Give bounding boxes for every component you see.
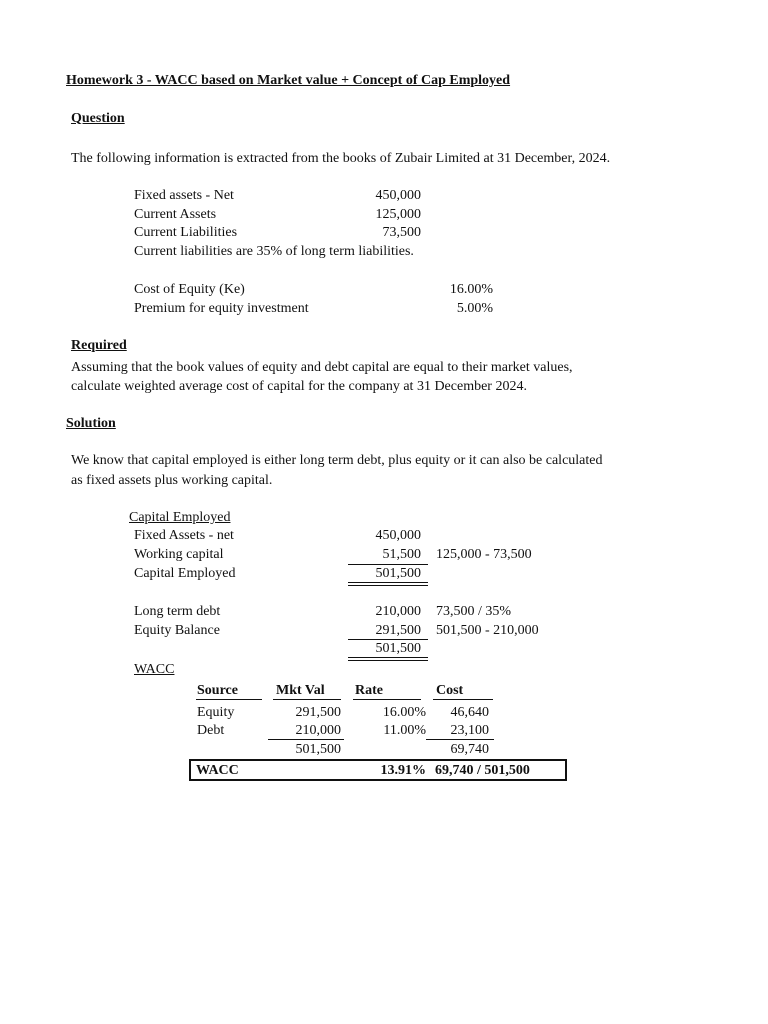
wacc-result-rate: 13.91% [380, 763, 426, 778]
rate-label-ke: Cost of Equity (Ke) [134, 282, 245, 297]
item-label-current-liabilities: Current Liabilities [134, 225, 238, 240]
page-title: Homework 3 - WACC based on Market value + Concept of Cap Employed [66, 73, 511, 88]
double-underline-bottom [348, 585, 428, 586]
double-underline-bottom [348, 660, 428, 661]
wacc-heading: WACC [134, 662, 175, 677]
wacc-result-formula: 69,740 / 501,500 [435, 763, 530, 778]
double-underline-top [348, 582, 428, 583]
wacc-cost-equity: 46,640 [450, 705, 489, 720]
question-heading: Question [71, 111, 125, 126]
item-value-current-assets: 125,000 [375, 207, 421, 222]
required-line-1: Assuming that the book values of equity and debt capital are equal to their market values, [71, 360, 573, 375]
item-value-current-liabilities: 73,500 [382, 225, 421, 240]
fin-label-long-term-debt: Long term debt [134, 604, 221, 619]
solution-line-2: as fixed assets plus working capital. [71, 473, 273, 488]
fin-total: 501,500 [375, 641, 421, 656]
header-underline-cost [433, 699, 493, 700]
wacc-source-equity: Equity [197, 705, 235, 720]
wacc-total-mkt-val: 501,500 [295, 742, 341, 757]
double-underline-top [348, 657, 428, 658]
solution-line-1: We know that capital employed is either long term debt, plus equity or it can also be calculated [71, 453, 603, 468]
rate-label-premium: Premium for equity investment [134, 301, 309, 316]
wacc-total-cost: 69,740 [450, 742, 489, 757]
question-intro: The following information is extracted from the books of Zubair Limited at 31 December, 2024. [71, 151, 611, 166]
header-underline-mkt-val [273, 699, 341, 700]
wacc-mkt-val-debt: 210,000 [295, 723, 341, 738]
rate-value-ke: 16.00% [449, 282, 493, 297]
underline-cost [426, 739, 494, 740]
wacc-cost-debt: 23,100 [450, 723, 489, 738]
col-header-cost: Cost [436, 683, 464, 698]
solution-heading: Solution [66, 416, 116, 431]
fin-label-equity: Equity Balance [134, 623, 220, 638]
fin-value-equity: 291,500 [375, 623, 421, 638]
ce-value-fixed-assets: 450,000 [375, 528, 421, 543]
ce-note-working-capital: 125,000 - 73,500 [436, 547, 532, 562]
wacc-result-label: WACC [196, 763, 239, 778]
col-header-source: Source [197, 683, 238, 698]
required-heading: Required [71, 338, 127, 353]
fin-value-long-term-debt: 210,000 [375, 604, 421, 619]
ce-label-working-capital: Working capital [134, 547, 224, 562]
header-underline-source [196, 699, 262, 700]
wacc-rate-equity: 16.00% [382, 705, 426, 720]
header-underline-rate [353, 699, 421, 700]
wacc-mkt-val-equity: 291,500 [295, 705, 341, 720]
col-header-mkt-val: Mkt Val [276, 683, 325, 698]
fin-note-equity: 501,500 - 210,000 [436, 623, 539, 638]
item-value-fixed-assets: 450,000 [375, 188, 421, 203]
ce-value-working-capital: 51,500 [382, 547, 421, 562]
required-line-2: calculate weighted average cost of capital for the company at 31 December 2024. [71, 379, 527, 394]
item-label-current-assets: Current Assets [134, 207, 217, 222]
fin-note-long-term-debt: 73,500 / 35% [436, 604, 512, 619]
rate-value-premium: 5.00% [456, 301, 493, 316]
ce-value-capital-employed: 501,500 [375, 566, 421, 581]
item-label-fixed-assets: Fixed assets - Net [134, 188, 234, 203]
ce-label-capital-employed: Capital Employed [134, 566, 236, 581]
wacc-source-debt: Debt [197, 723, 225, 738]
col-header-rate: Rate [355, 683, 383, 698]
cap-employed-heading: Capital Employed [129, 510, 231, 525]
ce-label-fixed-assets: Fixed Assets - net [134, 528, 234, 543]
underline-mkt-val [268, 739, 344, 740]
question-note: Current liabilities are 35% of long term liabilities. [134, 244, 414, 259]
wacc-rate-debt: 11.00% [383, 723, 426, 738]
